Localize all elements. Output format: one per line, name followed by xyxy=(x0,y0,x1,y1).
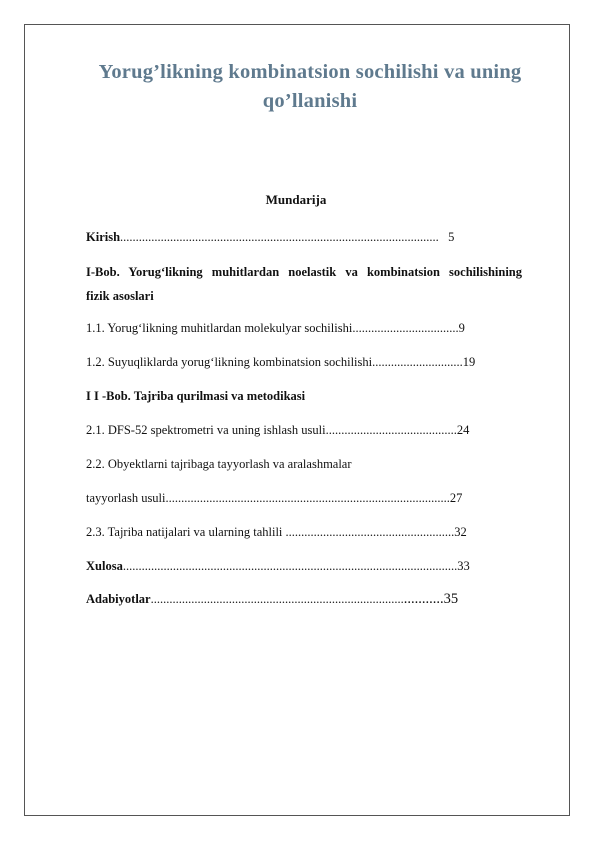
toc-entry-2-1[interactable] xyxy=(86,421,522,439)
toc-leader: ...................................................... xyxy=(285,525,455,539)
toc-label: Xulosa xyxy=(86,559,123,573)
toc-label: 2.3. Tajriba natijalari va ularning tahlili xyxy=(86,525,286,539)
toc-label: 2.1. DFS-52 spektrometri va uning ishlash usuli xyxy=(86,423,326,437)
toc-heading xyxy=(0,192,596,208)
toc-label: 2.2. Obyektlarni tajribaga tayyorlash va aralashmalar xyxy=(86,457,352,471)
toc-entry-adabiyotlar[interactable] xyxy=(86,590,522,608)
title-line-2: qo’llanishi xyxy=(262,90,358,112)
toc-entry-1-2[interactable] xyxy=(86,353,522,371)
toc-page: 19 xyxy=(462,355,476,369)
toc-leader: .................................. xyxy=(352,321,459,335)
toc-label: I I -Bob. Tajriba qurilmasi va metodikasi xyxy=(86,389,306,403)
toc-leader: .......................................... xyxy=(325,423,457,437)
toc-page: 27 xyxy=(449,491,463,505)
toc-label: Adabiyotlar xyxy=(86,592,151,606)
toc-entry-chapter-2[interactable] xyxy=(86,387,522,405)
toc-leader-large: ........... xyxy=(403,591,444,607)
toc-entry-2-2-continued[interactable] xyxy=(86,489,522,507)
toc-label: tayyorlash usuli xyxy=(86,491,166,505)
title-line-1: Yorug’likning kombinatsion sochilishi va uning xyxy=(98,61,522,83)
toc-page: 33 xyxy=(457,559,470,573)
toc-chapter-1-line-2: fizik asoslari xyxy=(86,289,154,303)
toc-entry-kirish[interactable] xyxy=(86,228,522,246)
page-border xyxy=(24,24,570,816)
toc-label: 1.2. Suyuqliklarda yorug‘likning kombinatsion sochilishi xyxy=(86,355,373,369)
toc-page: 24 xyxy=(456,423,470,437)
toc-leader: ........................................................................................................... xyxy=(122,559,458,573)
toc-page: 5 xyxy=(448,230,455,244)
toc-entry-xulosa[interactable] xyxy=(86,557,522,575)
toc-entry-chapter-1[interactable] xyxy=(86,260,522,308)
toc-entry-1-1[interactable] xyxy=(86,319,522,337)
toc-label: 1.1. Yorug‘likning muhitlardan molekulyar sochilishi xyxy=(86,321,353,335)
toc-page: 32 xyxy=(454,525,467,539)
document-title xyxy=(60,58,560,116)
toc-entry-2-3[interactable] xyxy=(86,523,522,541)
toc-leader: ................................................................................. xyxy=(150,592,404,606)
toc-leader: ............................. xyxy=(372,355,463,369)
toc-leader: ...................................................................................................... xyxy=(120,230,439,244)
toc-heading-text: Mundarija xyxy=(265,192,327,207)
toc-entry-2-2[interactable] xyxy=(86,455,522,473)
toc-page: 9 xyxy=(458,321,465,335)
toc-chapter-1-line-1: I-Bob. Yorug‘likning muhitlardan noelastik va kombinatsion sochilishining xyxy=(86,265,522,279)
toc-label: Kirish xyxy=(86,230,121,244)
toc-page: 35 xyxy=(443,591,459,607)
toc-leader: ........................................................................................... xyxy=(165,491,450,505)
